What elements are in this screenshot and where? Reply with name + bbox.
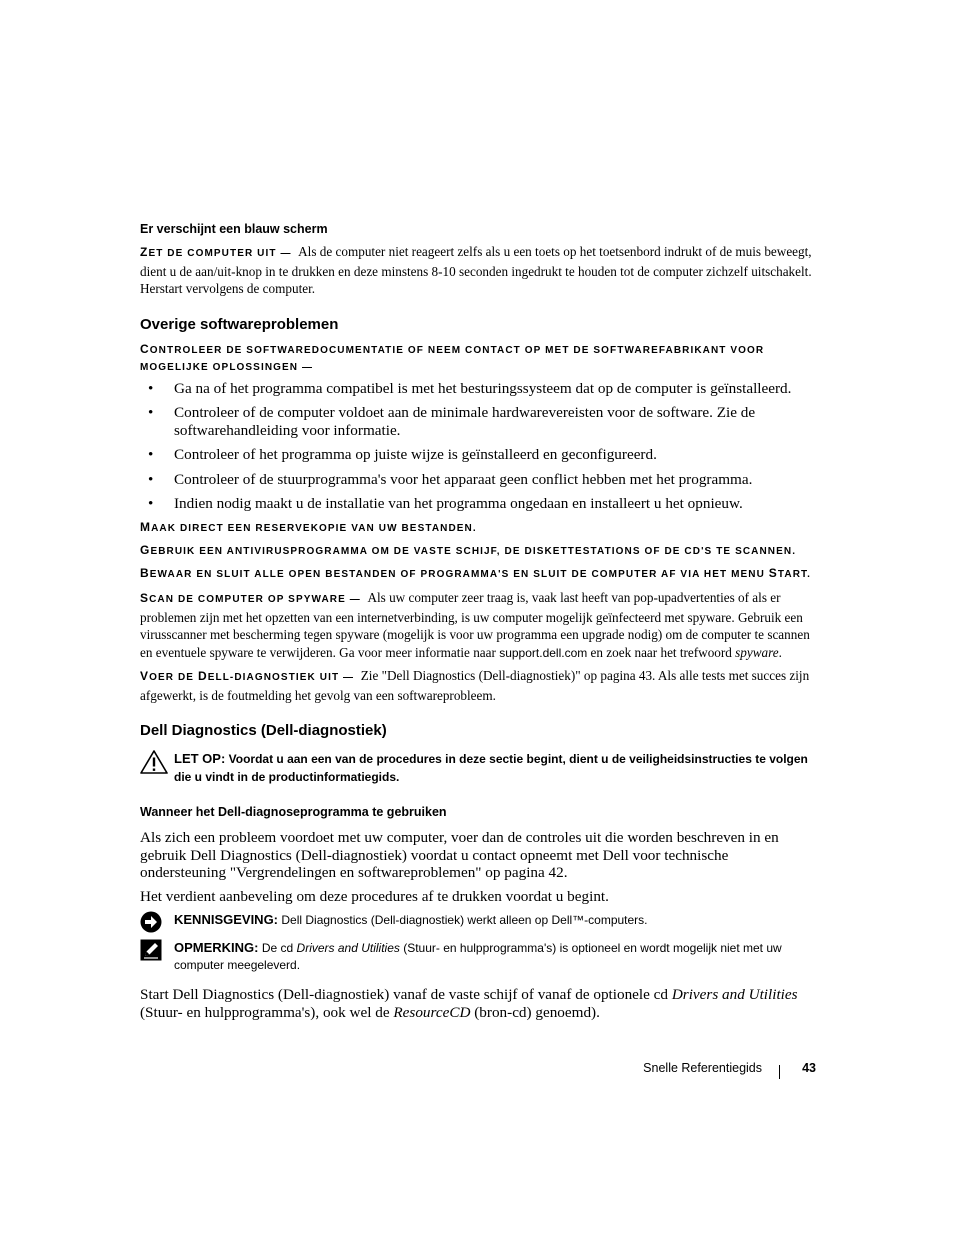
runin-backup: MAAK DIRECT EEN RESERVEKOPIE VAN UW BESTANDEN. [140, 520, 477, 535]
start-paragraph: Start Dell Diagnostics (Dell-diagnostiek) vanaf de vaste schijf of vanaf de optionele cd Drivers and Utilities (Stuur- en hulpprogramma's), ook wel de ResourceCD (bron-cd) genoemd). [140, 985, 798, 1021]
runin-antivirus: GEBRUIK EEN ANTIVIRUSPROGRAMMA OM DE VASTE SCHIJF, DE DISKETTESTATIONS OF DE CD'S TE SCANNEN. [140, 543, 797, 558]
runin-diagnostics: VOER DE DELL-DIAGNOSTIEK UIT — [140, 669, 355, 684]
page-number: 43 [802, 1061, 816, 1075]
warning-triangle-icon [140, 750, 168, 779]
runin-check-docs: CONTROLEER DE SOFTWAREDOCUMENTATIE OF NEEM CONTACT OP MET DE SOFTWAREFABRIKANT VOOR MOGELIJKE OPLOSSINGEN — [140, 341, 765, 373]
runin-shutdown: ZET DE COMPUTER UIT — [140, 245, 292, 259]
arrow-circle-icon [140, 911, 162, 938]
footer-title: Snelle Referentiegids [643, 1061, 762, 1075]
list-item: • Indien nodig maakt u de installatie van het programma ongedaan en installeert u het opnieuw. [148, 495, 743, 513]
list-item: • Controleer of de stuurprogramma's voor het apparaat geen conflict hebben met het programma. [148, 470, 753, 488]
list-item: • Controleer of het programma op juiste wijze is geïnstalleerd en geconfigureerd. [148, 446, 657, 464]
runin-save-close: BEWAAR EN SLUIT ALLE OPEN BESTANDEN OF PROGRAMMA'S EN SLUIT DE COMPUTER AF VIA HET MENU START. [140, 566, 811, 581]
blue-screen-heading: Er verschijnt een blauw scherm [140, 222, 328, 236]
footer-divider [779, 1065, 780, 1079]
notice-box: KENNISGEVING: Dell Diagnostics (Dell-diagnostiek) werkt alleen op Dell™-computers. [140, 911, 816, 930]
diagnostics-paragraph: VOER DE DELL-DIAGNOSTIEK UIT — Zie "Dell Diagnostics (Dell-diagnostiek)" op pagina 43. Als alle tests met succes zijn afgewerkt, is de foutmelding het gevolg van een softwareprobleem. [140, 668, 810, 703]
page-content [140, 220, 816, 1021]
list-item: • Controleer of de computer voldoet aan de minimale hardwarevereisten voor de software. Zie de softwarehandleiding voor informatie. [148, 404, 756, 439]
caution-box: LET OP: Voordat u aan een van de procedures in deze sectie begint, dient u de veiligheidsinstructies te volgen die u vindt in de productinformatiegids. [140, 750, 816, 786]
runin-spyware: SCAN DE COMPUTER OP SPYWARE — [140, 591, 361, 606]
check-list [140, 380, 816, 514]
print-advice-paragraph: Het verdient aanbeveling om deze procedures af te drukken voordat u begint. [140, 887, 609, 905]
list-item: • Ga na of het programma compatibel is met het besturingssysteem dat op de computer is geïnstalleerd. [148, 379, 792, 397]
spyware-paragraph: SCAN DE COMPUTER OP SPYWARE — Als uw computer zeer traag is, vaak last heeft van pop-upadvertenties of als er problemen zijn met het opzetten van een internetverbinding, is uw computer mogelijk geïnfecteerd met spyware. Gebruik een virusscanner met bescherming tegen spyware (mogelijk is voor uw programma een upgrade nodig) om de computer te scannen en eventuele spyware te verwijderen. Ga voor meer informatie naar support.dell.com en zoek naar het trefwoord spyware. [140, 590, 810, 660]
intro-paragraph: Als zich een probleem voordoet met uw computer, voer dan de controles uit die worden beschreven in en gebruik Dell Diagnostics (Dell-diagnostiek) voordat u contact opneemt met Dell voor technische ondersteuning "Vergrendelingen en softwareproblemen" op pagina 42. [140, 829, 779, 882]
pencil-icon [140, 939, 162, 966]
other-software-heading: Overige softwareproblemen [140, 315, 339, 333]
blue-screen-paragraph: ZET DE COMPUTER UIT — Als de computer niet reageert zelfs als u een toets op het toetsenbord indrukt of de muis beweegt, dient u de aan/uit-knop in te drukken en deze minstens 8-10 seconden ingedrukt te houden tot de computer zichzelf uitschakelt. Herstart vervolgens de computer. [140, 244, 812, 296]
page-footer [600, 1061, 816, 1081]
when-to-use-heading: Wanneer het Dell-diagnoseprogramma te gebruiken [140, 805, 447, 820]
support-link[interactable]: support.dell.com [499, 645, 588, 660]
note-box: OPMERKING: De cd Drivers and Utilities (Stuur- en hulpprogramma's) is optioneel en wordt mogelijk niet met uw computer meegeleverd. [140, 939, 816, 975]
dell-diagnostics-heading: Dell Diagnostics (Dell-diagnostiek) [140, 722, 387, 740]
